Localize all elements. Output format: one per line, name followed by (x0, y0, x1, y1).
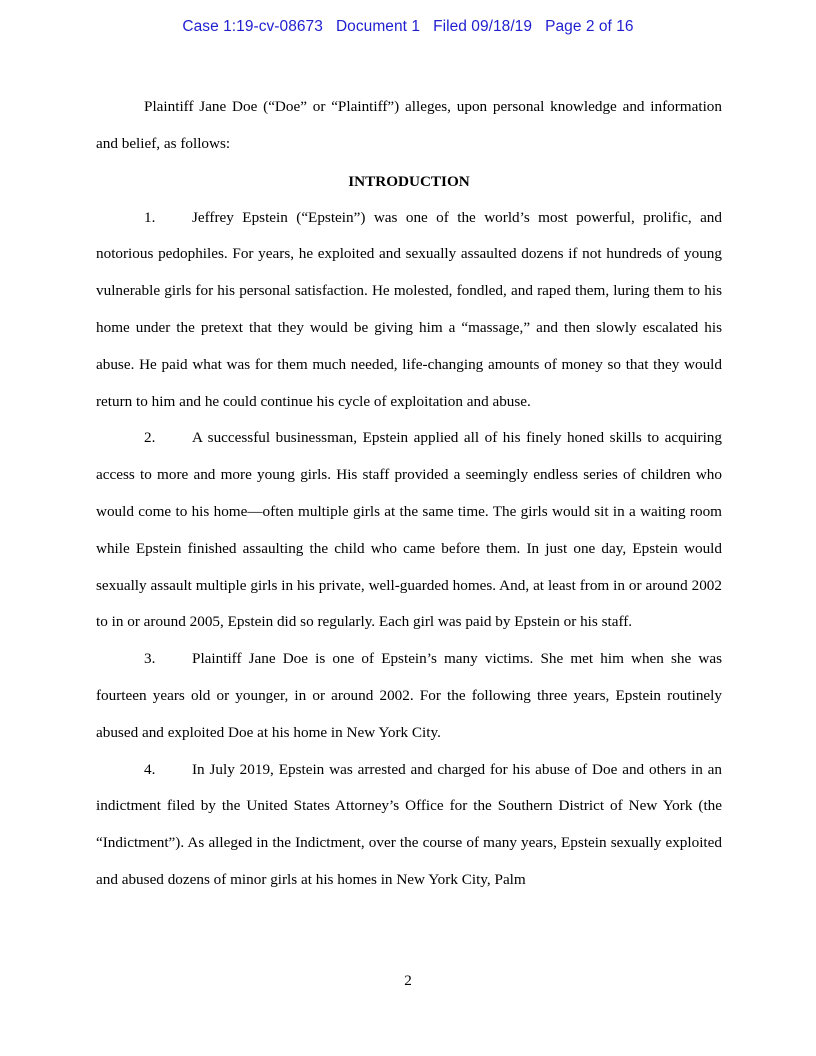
case-header: Case 1:19-cv-08673 Document 1 Filed 09/18/19 Page 2 of 16 (182, 18, 634, 35)
paragraph-text: In July 2019, Epstein was arrested and charged for his abuse of Doe and others in an indictment filed by the United States Attorney’s Office for the Southern District of New York (the “Indictment”). As alleged in the Indictment, over the course of many years, Epstein sexually exploited and abused dozens of minor girls at his homes in New York City, Palm (96, 760, 722, 888)
paragraph-number: 4. (144, 760, 156, 778)
paragraph-text: A successful businessman, Epstein applied all of his finely honed skills to acquiring access to more and more young girls. His staff provided a seemingly endless series of children who would come to his home—often multiple girls at the same time. The girls would sit in a waiting room while Epstein finished assaulting the child who came before them. In just one day, Epstein would sexually assault multiple girls in his private, well-guarded homes. And, at least from in or around 2002 to in or around 2005, Epstein did so regularly. Each girl was paid by Epstein or his staff. (96, 429, 722, 631)
paragraph-number: 3. (144, 650, 156, 668)
numbered-paragraph-2 (96, 420, 722, 641)
document-body (96, 89, 722, 899)
numbered-paragraph-3 (96, 641, 722, 751)
section-heading: INTRODUCTION (348, 172, 470, 190)
page-number: 2 (404, 972, 412, 989)
numbered-paragraph-4 (96, 752, 722, 899)
intro-paragraph: Plaintiff Jane Doe (“Doe” or “Plaintiff”) alleges, upon personal knowledge and information and belief, as follows: (96, 98, 722, 152)
numbered-paragraph-1 (96, 200, 722, 421)
paragraph-number: 2. (144, 429, 156, 447)
paragraph-text: Jeffrey Epstein (“Epstein”) was one of the world’s most powerful, prolific, and notorious pedophiles. For years, he exploited and sexually assaulted dozens if not hundreds of young vulnerable girls for his personal satisfaction. He molested, fondled, and raped them, luring them to his home under the pretext that they would be giving him a “massage,” and then slowly escalated his abuse. He paid what was for them much needed, life-changing amounts of money so that they would return to him and he could continue his cycle of exploitation and abuse. (96, 208, 722, 410)
paragraph-text: Plaintiff Jane Doe is one of Epstein’s many victims. She met him when she was fourteen years old or younger, in or around 2002. For the following three years, Epstein routinely abused and exploited Doe at his home in New York City. (96, 650, 722, 741)
paragraph-number: 1. (144, 208, 156, 226)
